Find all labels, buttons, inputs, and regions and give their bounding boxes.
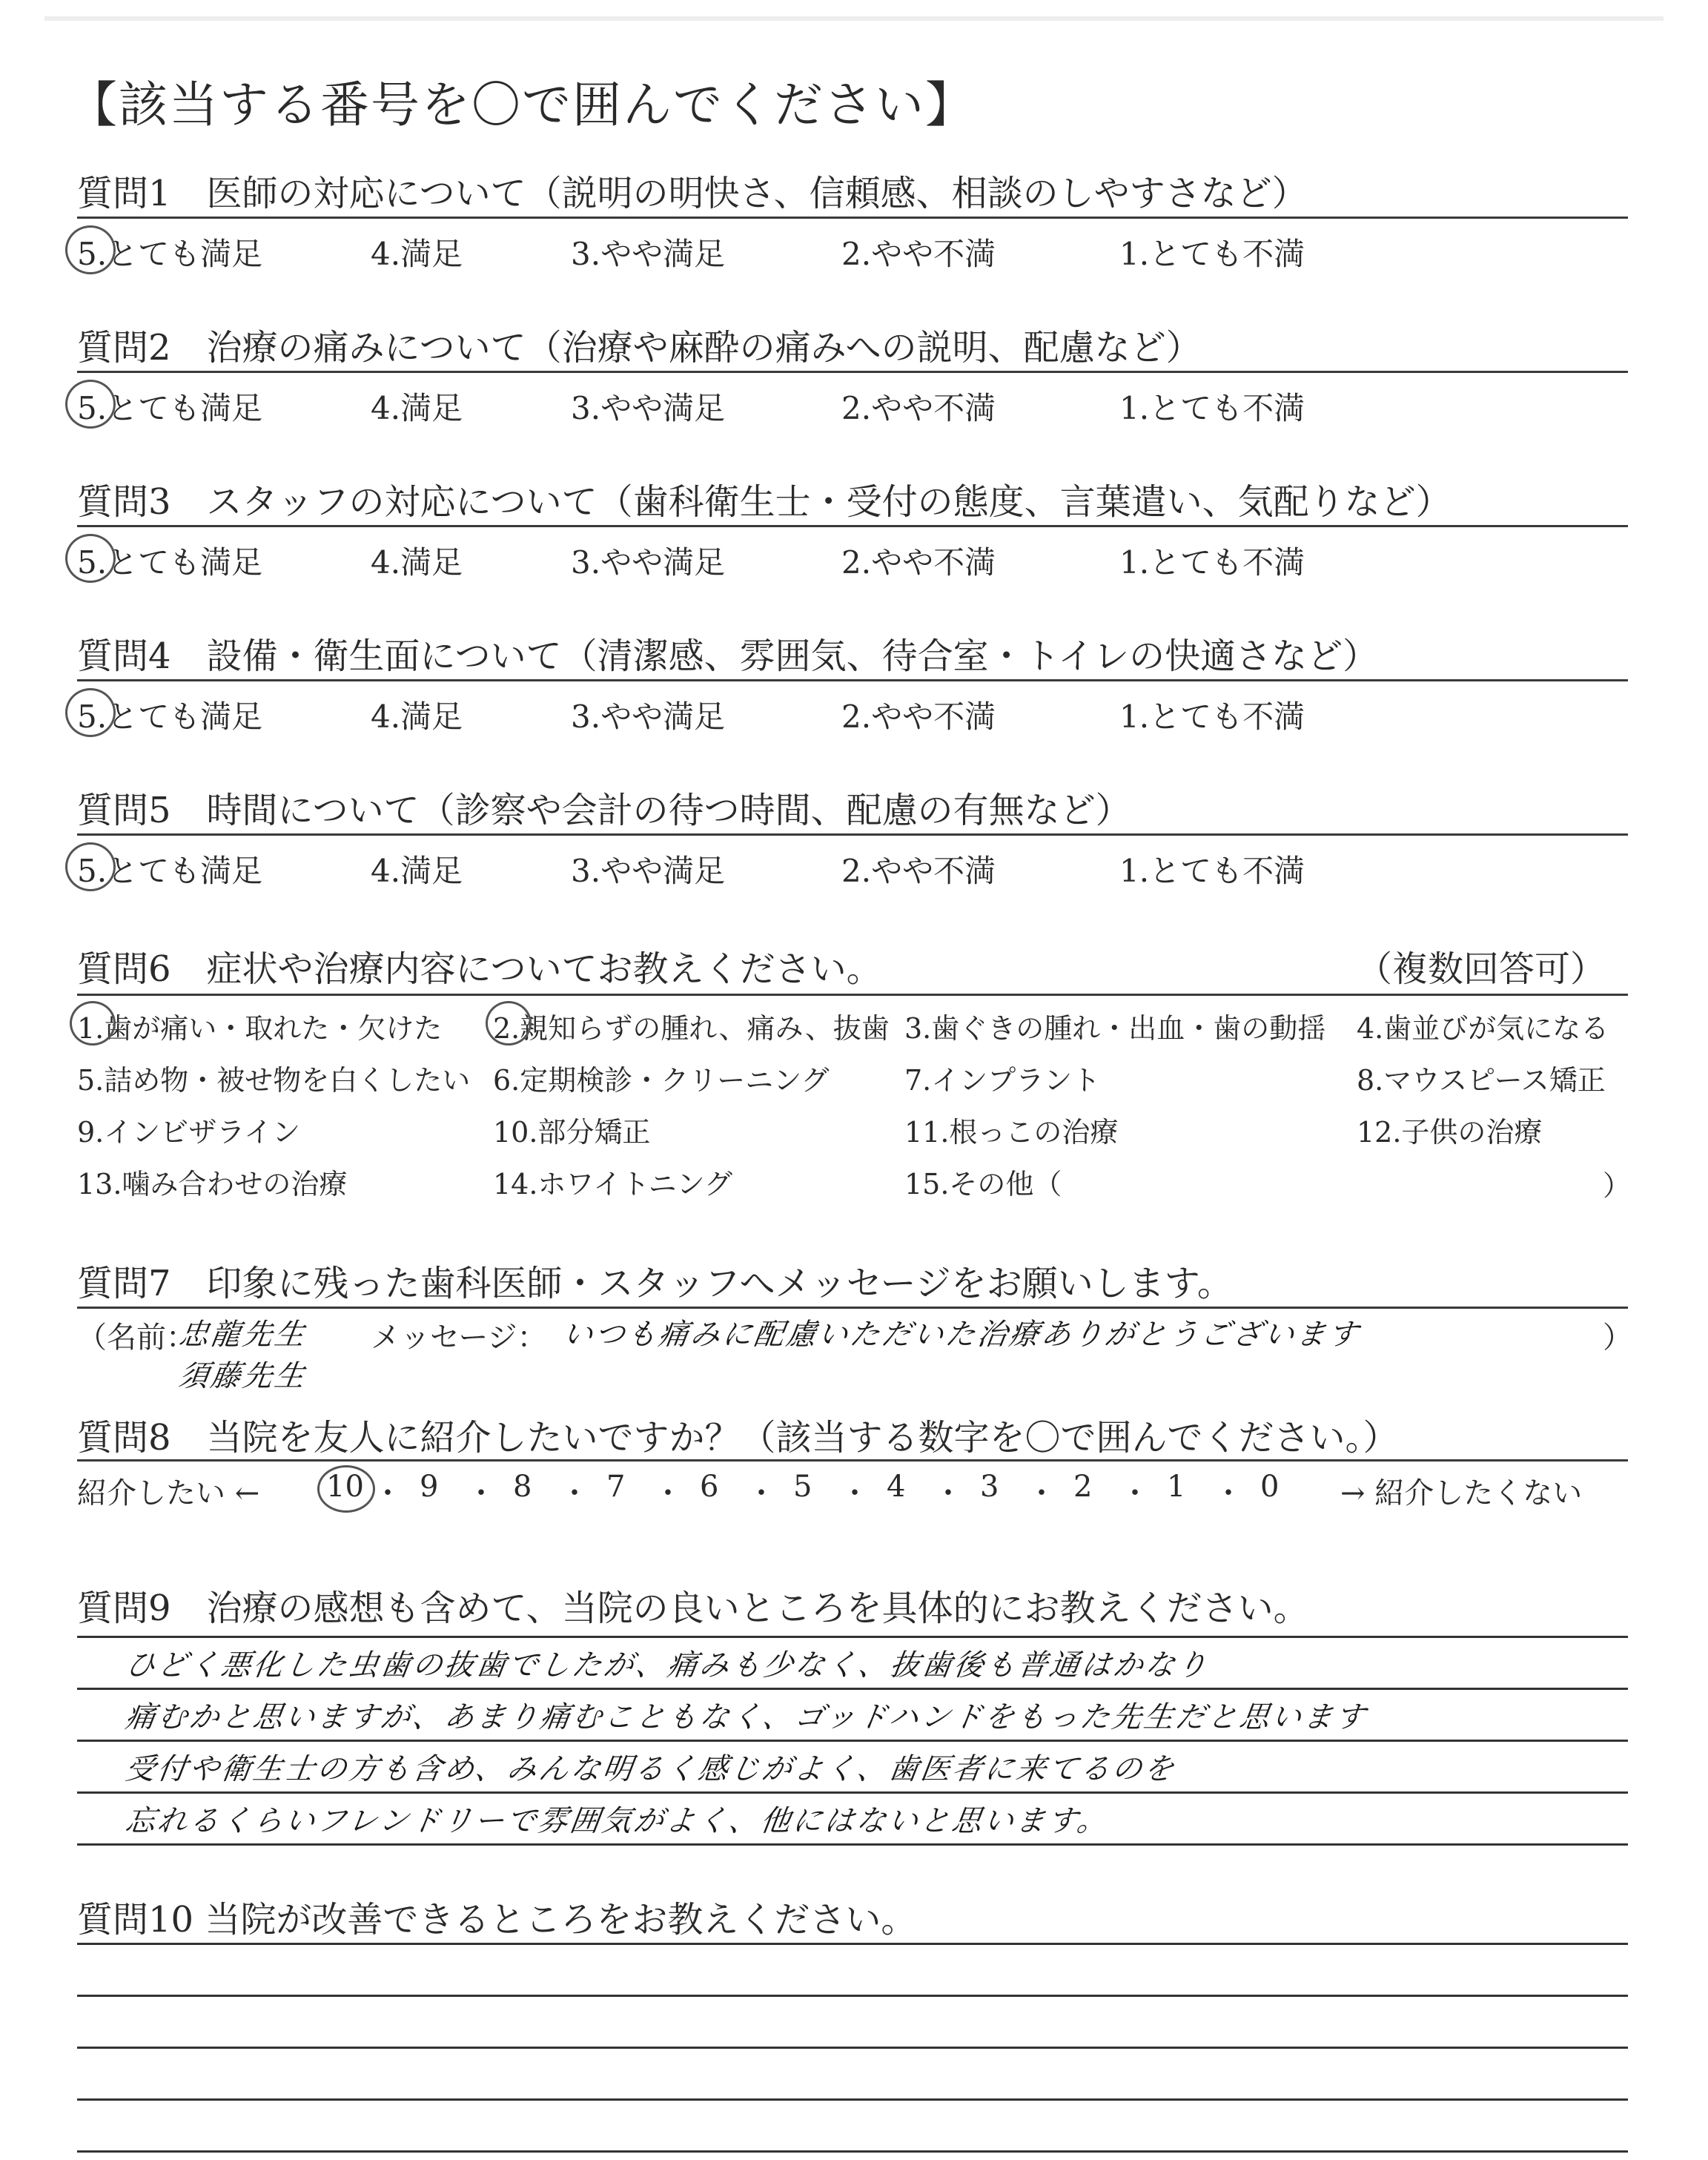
q1-option-3[interactable]: 3.やや満足 xyxy=(571,236,726,272)
q10-answer-line-1 xyxy=(77,1943,1628,1945)
q4-option-4[interactable]: 2.やや不満 xyxy=(841,698,996,735)
q10-answer-line-3 xyxy=(77,2047,1628,2049)
q4-selected-circle xyxy=(65,688,116,737)
q8-scale-item-9: ・ xyxy=(747,1476,776,1510)
q8-scale-item-5: ・ xyxy=(560,1476,589,1510)
q6-option-4[interactable]: 4.歯並びが気になる xyxy=(1357,1012,1609,1045)
q5-option-1[interactable]: 5.とても満足 xyxy=(77,853,263,889)
q3-option-2[interactable]: 4.満足 xyxy=(371,544,463,581)
q8-scale-item-16[interactable]: 2 xyxy=(1073,1470,1093,1504)
q2-option-1[interactable]: 5.とても満足 xyxy=(77,390,263,426)
q4-option-3[interactable]: 3.やや満足 xyxy=(571,698,726,735)
q9-handwritten-line-1: ひどく悪化した虫歯の抜歯でしたが、痛みも少なく、抜歯後も普通はかなり xyxy=(123,1648,1211,1682)
q5-option-3[interactable]: 3.やや満足 xyxy=(571,853,726,889)
q1-option-4[interactable]: 2.やや不満 xyxy=(841,236,996,272)
q6-option-13[interactable]: 13.噛み合わせの治療 xyxy=(77,1168,348,1200)
q2-rule xyxy=(77,371,1628,373)
q6-option-15[interactable]: 15.その他（ xyxy=(904,1168,1062,1200)
q7-name-label: （名前： xyxy=(77,1321,196,1355)
q8-scale-item-0[interactable]: 10 xyxy=(326,1470,364,1504)
top-edge-line xyxy=(44,16,1664,21)
q7-name-1: 忠龍先生 xyxy=(176,1318,309,1352)
q2-option-5[interactable]: 1.とても不満 xyxy=(1119,390,1305,426)
q1-selected-circle xyxy=(65,225,116,274)
q8-scale-item-7: ・ xyxy=(653,1476,683,1510)
q3-option-3[interactable]: 3.やや満足 xyxy=(571,544,726,581)
q4-option-2[interactable]: 4.満足 xyxy=(371,698,463,735)
q5-option-5[interactable]: 1.とても不満 xyxy=(1119,853,1305,889)
q9-handwritten-line-2: 痛むかと思いますが、あまり痛むこともなく、ゴッドハンドをもった先生だと思います xyxy=(123,1700,1370,1734)
q8-right-label: → 紹介したくない xyxy=(1340,1476,1583,1510)
q3-option-5[interactable]: 1.とても不満 xyxy=(1119,544,1305,581)
q4-rule xyxy=(77,679,1628,681)
q6-option-7[interactable]: 7.インプラント xyxy=(904,1064,1101,1097)
q8-scale-item-10[interactable]: 5 xyxy=(793,1470,812,1504)
q8-scale-item-15: ・ xyxy=(1027,1476,1056,1510)
q7-name-2: 須藤先生 xyxy=(176,1359,309,1393)
q8-scale-item-3: ・ xyxy=(466,1476,496,1510)
q3-option-1[interactable]: 5.とても満足 xyxy=(77,544,263,581)
q10-answer-line-2 xyxy=(77,1995,1628,1997)
q8-scale-item-6[interactable]: 7 xyxy=(606,1470,626,1504)
q9-answer-line-2 xyxy=(77,1688,1628,1690)
q6-title: 質問6 症状や治療内容についてお教えください。 xyxy=(77,948,882,990)
q8-scale-item-20[interactable]: 0 xyxy=(1260,1470,1280,1504)
q4-option-5[interactable]: 1.とても不満 xyxy=(1119,698,1305,735)
q9-title: 質問9 治療の感想も含めて、当院の良いところを具体的にお教えください。 xyxy=(77,1588,1309,1629)
q5-selected-circle xyxy=(65,842,116,891)
q1-option-2[interactable]: 4.満足 xyxy=(371,236,463,272)
q10-title: 質問10 当院が改善できるところをお教えください。 xyxy=(77,1899,917,1941)
q3-rule xyxy=(77,525,1628,527)
q6-option-2[interactable]: 2.親知らずの腫れ、痛み、抜歯 xyxy=(493,1012,890,1045)
q10-answer-line-4 xyxy=(77,2098,1628,2101)
q6-selected-circle-1 xyxy=(70,1001,116,1046)
q8-scale-item-11: ・ xyxy=(840,1476,870,1510)
q2-option-2[interactable]: 4.満足 xyxy=(371,390,463,426)
q4-option-1[interactable]: 5.とても満足 xyxy=(77,698,263,735)
q10-answer-line-5 xyxy=(77,2150,1628,2153)
q1-rule xyxy=(77,217,1628,219)
q8-title: 質問8 当院を友人に紹介したいですか？（該当する数字を〇で囲んでください。） xyxy=(77,1417,1399,1459)
q6-option-14[interactable]: 14.ホワイトニング xyxy=(493,1168,733,1200)
q6-selected-circle-2 xyxy=(486,1001,532,1046)
q1-option-5[interactable]: 1.とても不満 xyxy=(1119,236,1305,272)
q8-scale-item-4[interactable]: 8 xyxy=(513,1470,532,1504)
q6-option-8[interactable]: 8.マウスピース矯正 xyxy=(1357,1064,1606,1097)
q8-scale-item-1: ・ xyxy=(373,1476,403,1510)
q7-message: いつも痛みに配慮いただいた治療ありがとうございます xyxy=(560,1318,1363,1352)
q5-title: 質問5 時間について（診察や会計の待つ時間、配慮の有無など） xyxy=(77,790,1131,831)
q6-rule xyxy=(77,994,1628,996)
q3-selected-circle xyxy=(65,534,116,583)
q2-option-4[interactable]: 2.やや不満 xyxy=(841,390,996,426)
q6-option-10[interactable]: 10.部分矯正 xyxy=(493,1116,651,1149)
q8-rule xyxy=(77,1459,1628,1462)
q9-handwritten-line-3: 受付や衛生士の方も含め、みんな明るく感じがよく、歯医者に来てるのを xyxy=(123,1752,1179,1786)
q7-message-label: メッセージ： xyxy=(371,1321,547,1355)
q3-title: 質問3 スタッフの対応について（歯科衛生士・受付の態度、言葉遣い、気配りなど） xyxy=(77,481,1452,523)
q6-note: （複数回答可） xyxy=(1357,948,1606,990)
q8-selected-circle xyxy=(317,1465,375,1513)
q9-answer-line-3 xyxy=(77,1740,1628,1742)
q2-title: 質問2 治療の痛みについて（治療や麻酔の痛みへの説明、配慮など） xyxy=(77,327,1202,369)
q8-scale-item-18[interactable]: 1 xyxy=(1167,1470,1186,1504)
q6-option-12[interactable]: 12.子供の治療 xyxy=(1357,1116,1543,1149)
q4-title: 質問4 設備・衛生面について（清潔感、雰囲気、待合室・トイレの快適さなど） xyxy=(77,635,1379,677)
q8-scale-item-17: ・ xyxy=(1120,1476,1150,1510)
q7-title: 質問7 印象に残った歯科医師・スタッフへメッセージをお願いします。 xyxy=(77,1263,1233,1304)
q6-option-6[interactable]: 6.定期検診・クリーニング xyxy=(493,1064,830,1097)
q9-answer-line-5 xyxy=(77,1843,1628,1846)
q6-option-1[interactable]: 1.歯が痛い・取れた・欠けた xyxy=(77,1012,443,1045)
q6-other-close: ） xyxy=(1603,1169,1632,1202)
q8-scale-item-19: ・ xyxy=(1214,1476,1243,1510)
q5-option-4[interactable]: 2.やや不満 xyxy=(841,853,996,889)
q8-scale-item-8[interactable]: 6 xyxy=(700,1470,719,1504)
q6-option-9[interactable]: 9.インビザライン xyxy=(77,1116,301,1149)
q1-option-1[interactable]: 5.とても満足 xyxy=(77,236,263,272)
page-heading: 【該当する番号を〇で囲んでください】 xyxy=(68,76,976,133)
q8-scale-item-14[interactable]: 3 xyxy=(980,1470,999,1504)
q8-scale-item-12[interactable]: 4 xyxy=(887,1470,906,1504)
q2-selected-circle xyxy=(65,380,116,429)
q8-scale-item-2[interactable]: 9 xyxy=(420,1470,439,1504)
q2-option-3[interactable]: 3.やや満足 xyxy=(571,390,726,426)
q3-option-4[interactable]: 2.やや不満 xyxy=(841,544,996,581)
q6-option-11[interactable]: 11.根っこの治療 xyxy=(904,1116,1119,1149)
q9-answer-line-4 xyxy=(77,1791,1628,1794)
q9-answer-line-1 xyxy=(77,1636,1628,1638)
q6-option-5[interactable]: 5.詰め物・被せ物を白くしたい xyxy=(77,1064,471,1097)
q5-rule xyxy=(77,833,1628,836)
q5-option-2[interactable]: 4.満足 xyxy=(371,853,463,889)
q8-left-label: 紹介したい ← xyxy=(77,1476,260,1510)
q6-option-3[interactable]: 3.歯ぐきの腫れ・出血・歯の動揺 xyxy=(904,1012,1326,1045)
q1-title: 質問1 医師の対応について（説明の明快さ、信頼感、相談のしやすさなど） xyxy=(77,173,1308,214)
q8-scale-item-13: ・ xyxy=(933,1476,963,1510)
q7-close: ） xyxy=(1603,1321,1632,1355)
q9-handwritten-line-4: 忘れるくらいフレンドリーで雰囲気がよく、他にはないと思います。 xyxy=(123,1804,1112,1838)
q7-rule xyxy=(77,1307,1628,1309)
